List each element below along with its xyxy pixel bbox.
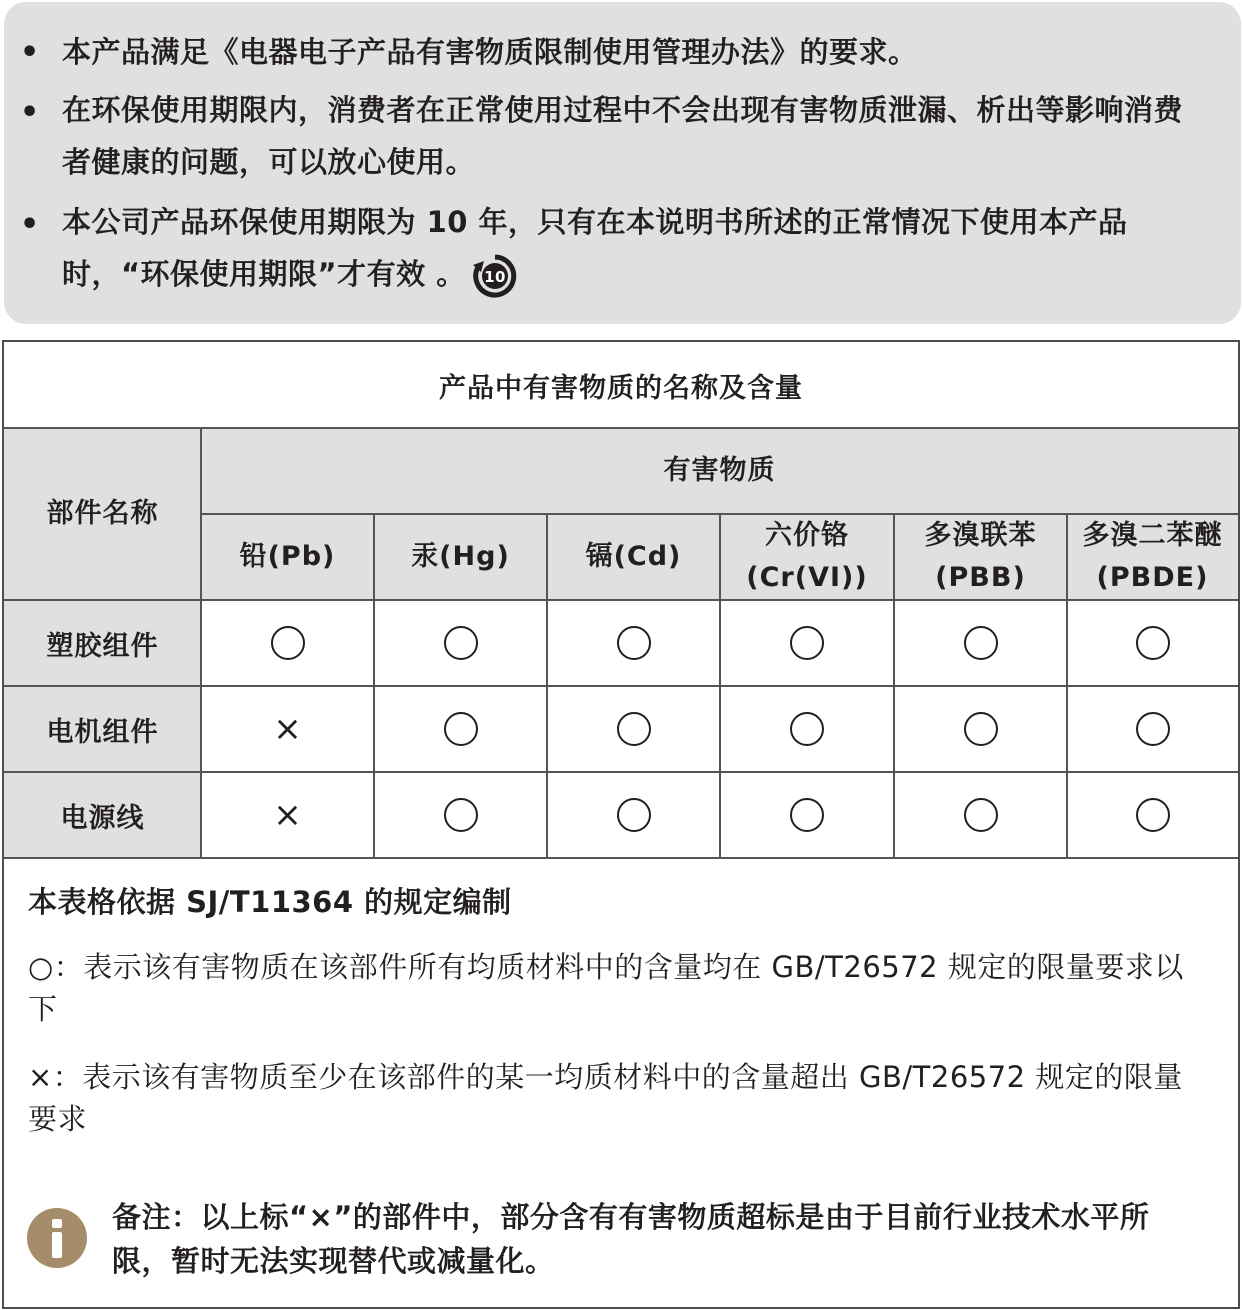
circle-mark bbox=[444, 798, 478, 832]
substance-formula: (PBB) bbox=[935, 562, 1026, 593]
grid-line bbox=[4, 599, 1238, 601]
grid-line bbox=[1066, 514, 1068, 858]
row-label-text: 塑胶组件 bbox=[46, 630, 159, 662]
circle-mark bbox=[444, 626, 478, 660]
substance-name: 六价铬 bbox=[765, 520, 849, 551]
notice-item-text: 在环保使用期限内，消费者在正常使用过程中不会出现有害物质泄漏、析出等影响消费者健康的问题，可以放心使用。 bbox=[62, 93, 1184, 179]
circle-mark bbox=[1136, 712, 1170, 746]
circle-mark bbox=[617, 626, 651, 660]
remark-text: 备注：以上标“×”的部件中，部分含有有害物质超标是由于目前行业技术水平所限，暂时无法实现替代或减量化。 bbox=[112, 1200, 1150, 1278]
grid-line bbox=[893, 514, 895, 858]
notice-item-text-content: 本公司产品环保使用期限为 10 年，只有在本说明书所述的正常情况下使用本产品时，“环保使用期限”才有效 。 bbox=[62, 205, 1128, 291]
grid-line bbox=[4, 771, 1238, 773]
substance-group-header bbox=[201, 428, 1238, 514]
row-label-power-cord bbox=[4, 772, 201, 858]
table-cell bbox=[201, 686, 374, 772]
substance-header-hg bbox=[374, 514, 547, 600]
substance-name: 汞(Hg) bbox=[411, 541, 510, 572]
grid-line bbox=[719, 514, 721, 858]
substance-name: 镉(Cd) bbox=[585, 541, 682, 572]
table-cell bbox=[547, 686, 720, 772]
substance-name: 铅(Pb) bbox=[239, 541, 336, 572]
row-label-text: 电源线 bbox=[60, 802, 145, 834]
grid-line bbox=[4, 857, 1238, 859]
notice-item-text: 本产品满足《电器电子产品有害物质限制使用管理办法》的要求。 bbox=[62, 35, 918, 69]
table-cell bbox=[1067, 686, 1238, 772]
circle-mark bbox=[964, 626, 998, 660]
substance-group-header-text: 有害物质 bbox=[663, 455, 776, 486]
circle-mark bbox=[790, 712, 824, 746]
row-label-text: 电机组件 bbox=[46, 716, 159, 748]
table-cell bbox=[720, 686, 894, 772]
grid-line bbox=[200, 428, 202, 858]
circle-mark bbox=[790, 626, 824, 660]
table-cell bbox=[720, 600, 894, 686]
note-cross-definition: ×：表示该有害物质至少在该部件的某一均质材料中的含量超出 GB/T26572 规定的限量要求 bbox=[28, 1060, 1183, 1136]
circle-mark bbox=[790, 798, 824, 832]
eco-icon-label: 10 bbox=[483, 268, 506, 286]
substance-formula: (Cr(VI)) bbox=[746, 562, 868, 593]
substance-header-cr6 bbox=[720, 514, 894, 600]
epup-10-year-icon bbox=[472, 253, 518, 299]
info-icon bbox=[27, 1208, 87, 1268]
bullet: • bbox=[20, 35, 40, 70]
part-name-header bbox=[4, 428, 201, 600]
notice-item-text bbox=[62, 196, 1212, 300]
table-title-text: 产品中有害物质的名称及含量 bbox=[439, 372, 803, 404]
row-label-plastic bbox=[4, 600, 201, 686]
table-cell bbox=[374, 686, 547, 772]
table-cell bbox=[201, 772, 374, 858]
note-circle-definition: ○：表示该有害物质在该部件所有均质材料中的含量均在 GB/T26572 规定的限量要求以下 bbox=[28, 950, 1184, 1026]
substance-name: 多溴二苯醚 bbox=[1082, 520, 1223, 551]
circle-mark bbox=[1136, 626, 1170, 660]
table-cell bbox=[374, 772, 547, 858]
cross-mark: × bbox=[273, 709, 302, 749]
part-name-header-text: 部件名称 bbox=[46, 498, 159, 529]
circle-mark bbox=[617, 798, 651, 832]
note-basis: 本表格依据 SJ/T11364 的规定编制 bbox=[28, 885, 512, 919]
hazardous-substance-table bbox=[2, 340, 1240, 1309]
circle-mark bbox=[271, 626, 305, 660]
substance-header-cd bbox=[547, 514, 720, 600]
circle-mark bbox=[444, 712, 478, 746]
substance-header-pbde bbox=[1067, 514, 1238, 600]
circle-mark bbox=[617, 712, 651, 746]
substance-formula: (PBDE) bbox=[1096, 562, 1209, 593]
circle-mark bbox=[1136, 798, 1170, 832]
cross-mark: × bbox=[273, 795, 302, 835]
bullet: • bbox=[20, 207, 40, 242]
bullet: • bbox=[20, 95, 40, 130]
substance-header-pb bbox=[201, 514, 374, 600]
grid-line bbox=[546, 514, 548, 858]
grid-line bbox=[4, 685, 1238, 687]
table-cell bbox=[374, 600, 547, 686]
substance-name: 多溴联苯 bbox=[924, 520, 1037, 551]
grid-line bbox=[373, 514, 375, 858]
table-cell bbox=[1067, 600, 1238, 686]
table-cell bbox=[894, 600, 1067, 686]
notice-panel bbox=[4, 2, 1241, 324]
circle-mark bbox=[964, 712, 998, 746]
table-cell bbox=[201, 600, 374, 686]
table-cell bbox=[720, 772, 894, 858]
table-cell bbox=[894, 686, 1067, 772]
row-label-motor bbox=[4, 686, 201, 772]
table-title bbox=[4, 342, 1238, 428]
grid-line bbox=[4, 427, 1238, 429]
table-cell bbox=[894, 772, 1067, 858]
table-cell bbox=[547, 772, 720, 858]
table-cell bbox=[1067, 772, 1238, 858]
substance-header-pbb bbox=[894, 514, 1067, 600]
circle-mark bbox=[964, 798, 998, 832]
table-cell bbox=[547, 600, 720, 686]
